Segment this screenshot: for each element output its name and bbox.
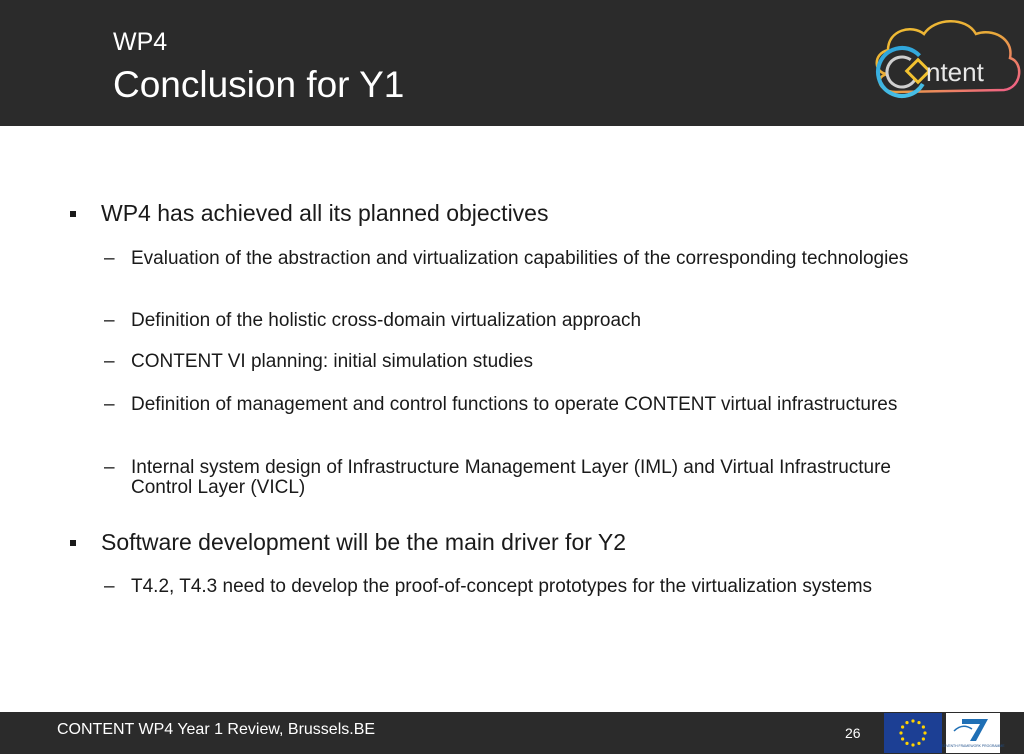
fp7-label: SEVENTH FRAMEWORK PROGRAMME xyxy=(941,744,1005,748)
eu-star xyxy=(911,719,914,722)
eu-star xyxy=(922,725,925,728)
sub-bullet-text: Definition of the holistic cross-domain virtualization approach xyxy=(131,310,642,331)
content-logo xyxy=(868,14,1024,106)
dash-icon: – xyxy=(104,576,115,597)
dash-icon: – xyxy=(104,457,115,478)
sub-bullet-text: T4.2, T4.3 need to develop the proof-of-concept prototypes for the virtualization systems xyxy=(131,576,873,597)
bullet-square-icon xyxy=(70,211,76,217)
eu-star xyxy=(901,725,904,728)
eu-star xyxy=(905,721,908,724)
eu-flag-icon xyxy=(884,713,942,753)
eu-star xyxy=(922,737,925,740)
slide-footer xyxy=(0,712,1024,754)
dash-icon: – xyxy=(104,248,115,269)
sub-bullet-text: Internal system design of Infrastructure Management Layer (IML) and Virtual Infrastructure Control Layer (VICL) xyxy=(131,457,891,498)
eu-star xyxy=(905,742,908,745)
dash-icon: – xyxy=(104,394,115,415)
bullet-text: Software development will be the main driver for Y2 xyxy=(101,529,627,555)
sub-bullet-text: Evaluation of the abstraction and virtualization capabilities of the corresponding technologies xyxy=(131,248,909,269)
bullet-text: WP4 has achieved all its planned objectives xyxy=(101,200,549,226)
slide-header xyxy=(0,0,1024,126)
dash-icon: – xyxy=(104,310,115,331)
eu-star xyxy=(899,731,902,734)
wp-label: WP4 xyxy=(113,28,168,56)
eu-star xyxy=(917,721,920,724)
dash-icon: – xyxy=(104,351,115,372)
eu-star xyxy=(911,743,914,746)
page-number: 26 xyxy=(845,725,861,741)
sub-bullet-text: Definition of management and control functions to operate CONTENT virtual infrastructures xyxy=(131,394,898,415)
footer-text: CONTENT WP4 Year 1 Review, Brussels.BE xyxy=(57,721,376,738)
eu-star xyxy=(901,737,904,740)
sub-bullet-text: CONTENT VI planning: initial simulation studies xyxy=(131,351,533,372)
fp7-logo-icon xyxy=(941,713,1005,753)
eu-star xyxy=(923,731,926,734)
slide-title: Conclusion for Y1 xyxy=(113,64,405,105)
bullet-square-icon xyxy=(70,540,76,546)
eu-star xyxy=(917,742,920,745)
logo-text: ntent xyxy=(926,57,984,87)
